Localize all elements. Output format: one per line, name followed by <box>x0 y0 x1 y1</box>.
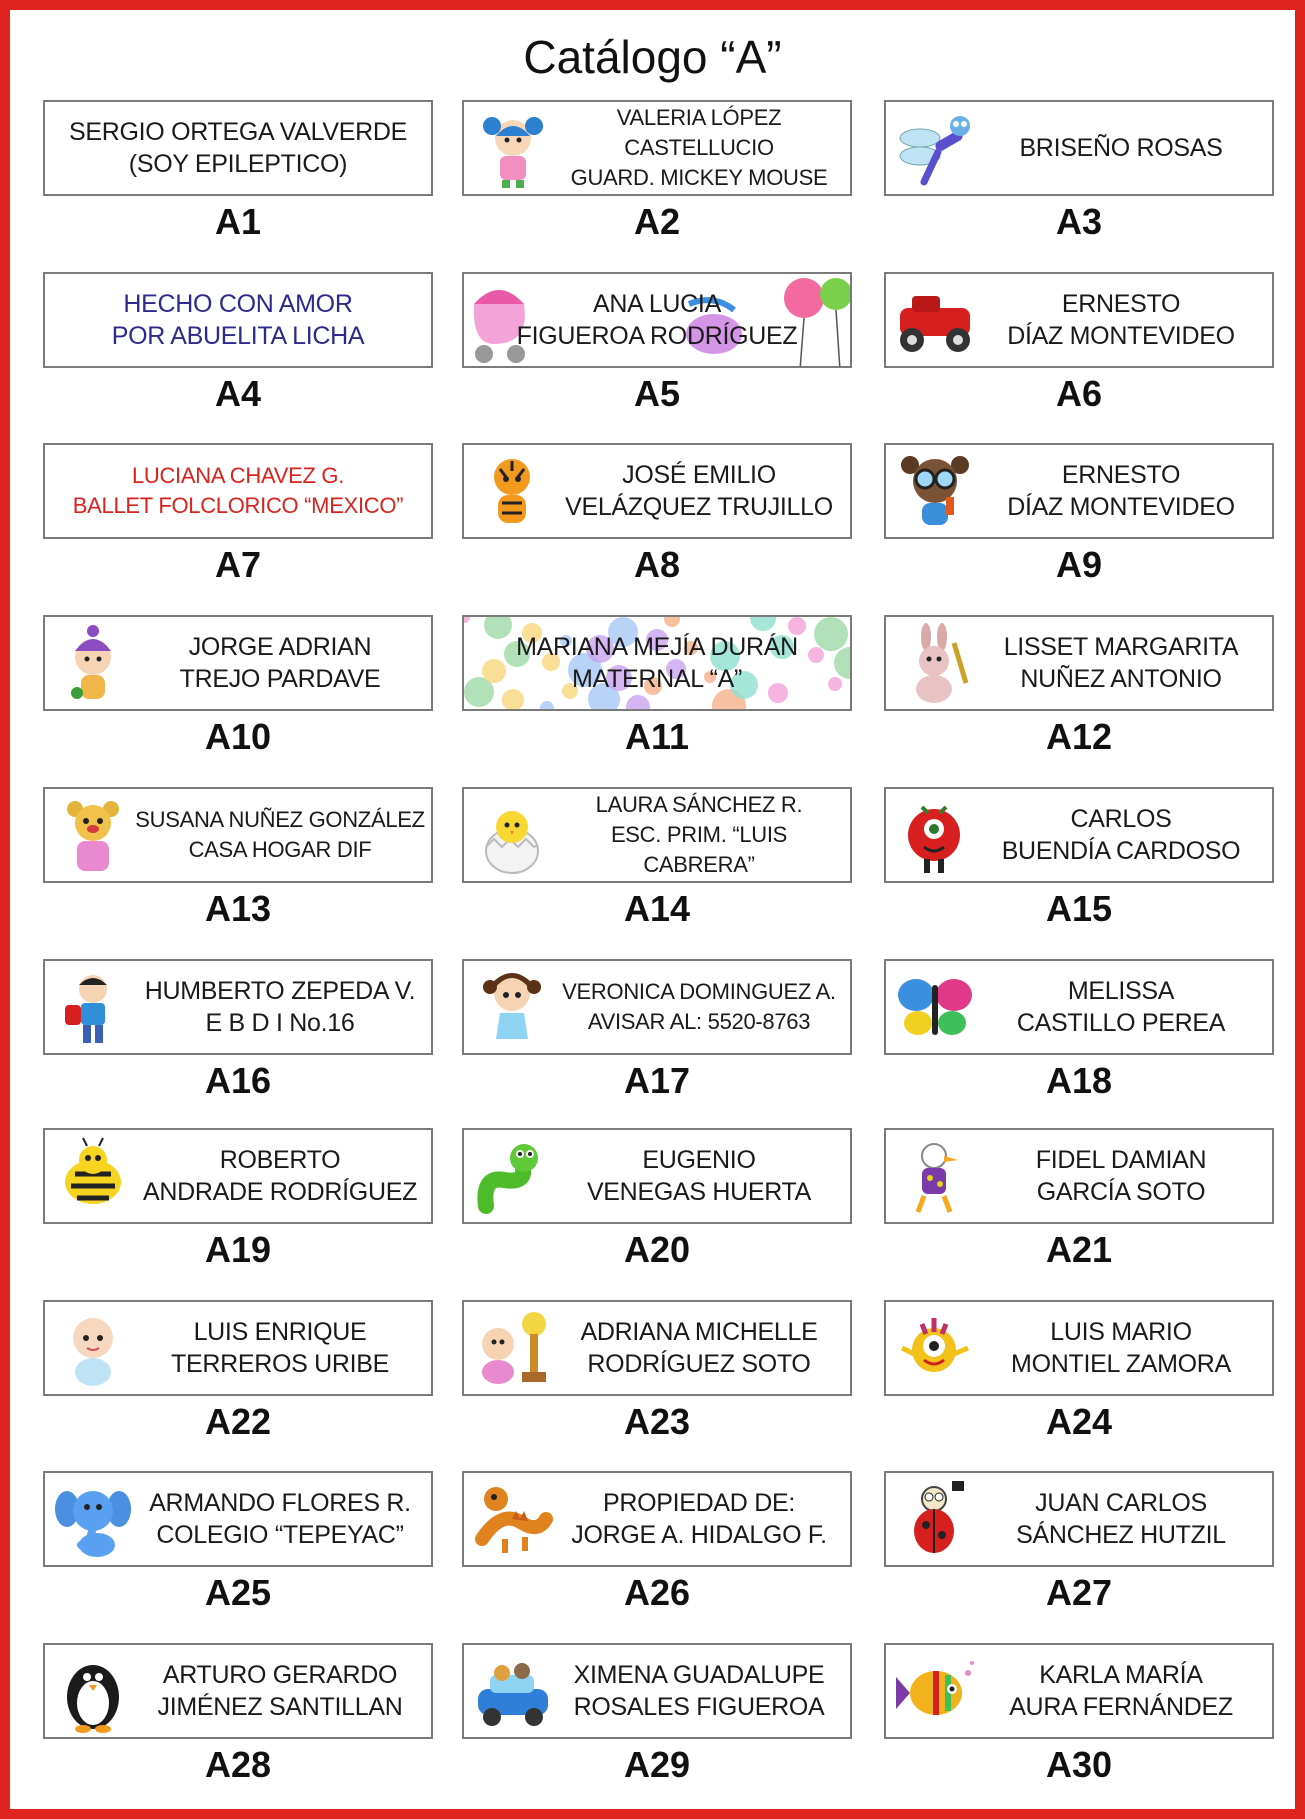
label-line: KARLA MARÍA <box>1039 1661 1203 1689</box>
name-label-preview <box>462 272 852 368</box>
name-label-preview <box>43 443 433 539</box>
bee-icon <box>53 1136 135 1220</box>
label-line: HUMBERTO ZEPEDA V. <box>144 977 416 1005</box>
dinosaur-icon <box>472 1479 554 1563</box>
label-line: LUIS ENRIQUE <box>193 1318 367 1346</box>
label-line: ERNESTO <box>1061 290 1181 318</box>
butterfly-icon <box>894 967 976 1051</box>
label-text <box>554 445 844 537</box>
label-line: TREJO PARDAVE <box>179 665 381 693</box>
label-text <box>135 789 425 881</box>
name-label-preview <box>43 1300 433 1396</box>
label-text <box>976 961 1266 1053</box>
label-text <box>976 1302 1266 1394</box>
tomato-monster-icon <box>894 795 976 879</box>
label-text <box>51 102 425 194</box>
label-code: A14 <box>623 888 691 929</box>
chick-egg-icon <box>472 795 554 879</box>
label-code: A9 <box>1055 544 1103 585</box>
label-line: GARCÍA SOTO <box>1036 1178 1206 1206</box>
label-code: A18 <box>1045 1060 1113 1101</box>
name-label-preview <box>43 1643 433 1739</box>
label-line: VENEGAS HUERTA <box>586 1178 812 1206</box>
label-text <box>135 617 425 709</box>
girl-pigtails-icon <box>472 108 554 192</box>
label-line: JOSÉ EMILIO <box>622 461 776 489</box>
dragonfly-icon <box>894 108 976 192</box>
label-code: A29 <box>623 1744 691 1785</box>
label-text <box>554 1130 844 1222</box>
baby-icon <box>53 1308 135 1392</box>
name-label-preview <box>462 100 852 196</box>
label-line: CASA HOGAR DIF <box>188 837 372 862</box>
label-code: A1 <box>214 201 262 242</box>
name-label-preview <box>884 1128 1274 1224</box>
label-code: A7 <box>214 544 262 585</box>
name-label-preview <box>884 615 1274 711</box>
label-text <box>470 274 844 366</box>
label-line: AURA FERNÁNDEZ <box>1009 1693 1233 1721</box>
name-label-preview <box>462 959 852 1055</box>
label-line: BUENDÍA CARDOSO <box>1001 837 1241 865</box>
label-line: JIMÉNEZ SANTILLAN <box>157 1693 403 1721</box>
label-code: A30 <box>1045 1744 1113 1785</box>
label-text <box>976 1130 1266 1222</box>
name-label-preview <box>43 100 433 196</box>
label-line: ANA LUCIA <box>593 290 721 318</box>
label-code: A12 <box>1045 716 1113 757</box>
catalog-title: Catálogo “A” <box>523 31 782 83</box>
label-line: ADRIANA MICHELLE <box>580 1318 818 1346</box>
label-line: EUGENIO <box>642 1146 756 1174</box>
red-car-icon <box>894 280 976 364</box>
name-label-preview <box>884 443 1274 539</box>
name-label-preview <box>462 787 852 883</box>
label-code: A2 <box>633 201 681 242</box>
label-line: FIGUEROA RODRÍGUEZ <box>516 322 798 350</box>
label-code: A3 <box>1055 201 1103 242</box>
name-label-preview <box>884 100 1274 196</box>
label-text <box>554 102 844 194</box>
tiger-icon <box>472 451 554 535</box>
label-line: ANDRADE RODRÍGUEZ <box>142 1178 418 1206</box>
label-line: PROPIEDAD DE: <box>603 1489 795 1517</box>
label-code: A8 <box>633 544 681 585</box>
name-label-preview <box>43 272 433 368</box>
label-code: A22 <box>204 1401 272 1442</box>
label-line: CARLOS <box>1070 805 1172 833</box>
label-line: AVISAR AL: 5520-8763 <box>587 1009 811 1034</box>
label-text <box>976 445 1266 537</box>
penguin-icon <box>53 1651 135 1735</box>
car-animals-icon <box>472 1651 554 1735</box>
name-label-preview <box>43 1128 433 1224</box>
label-code: A17 <box>623 1060 691 1101</box>
label-text <box>135 1130 425 1222</box>
name-label-preview <box>462 1471 852 1567</box>
name-label-preview <box>884 959 1274 1055</box>
label-line: DÍAZ MONTEVIDEO <box>1007 493 1235 521</box>
duck-icon <box>894 1136 976 1220</box>
name-label-preview <box>462 1128 852 1224</box>
label-code: A19 <box>204 1229 272 1270</box>
label-line: JUAN CARLOS <box>1035 1489 1207 1517</box>
label-text <box>976 1645 1266 1737</box>
baby-cap-icon <box>53 623 135 707</box>
label-line: CASTILLO PEREA <box>1016 1009 1226 1037</box>
label-line: ROBERTO <box>219 1146 341 1174</box>
bear-goggles-icon <box>894 451 976 535</box>
bunny-icon <box>894 623 976 707</box>
label-line: ARMANDO FLORES R. <box>149 1489 411 1517</box>
label-code: A27 <box>1045 1572 1113 1613</box>
label-line: MELISSA <box>1067 977 1175 1005</box>
label-code: A26 <box>623 1572 691 1613</box>
label-text <box>554 1473 844 1565</box>
name-label-preview <box>43 959 433 1055</box>
label-text <box>554 1302 844 1394</box>
label-text <box>554 789 844 881</box>
name-label-preview <box>884 1300 1274 1396</box>
ladybug-icon <box>894 1479 976 1563</box>
name-label-preview <box>884 1643 1274 1739</box>
label-text <box>976 1473 1266 1565</box>
label-line: DÍAZ MONTEVIDEO <box>1007 322 1235 350</box>
label-code: A23 <box>623 1401 691 1442</box>
name-label-preview <box>43 787 433 883</box>
name-label-preview <box>43 1471 433 1567</box>
label-text <box>976 102 1266 194</box>
label-line: FIDEL DAMIAN <box>1035 1146 1207 1174</box>
name-label-preview <box>884 787 1274 883</box>
name-label-preview <box>462 1643 852 1739</box>
label-line: NUÑEZ ANTONIO <box>1020 665 1222 693</box>
label-code: A11 <box>624 716 690 757</box>
label-line: VELÁZQUEZ TRUJILLO <box>565 493 833 521</box>
label-line: MATERNAL “A” <box>571 665 743 693</box>
name-label-preview <box>462 615 852 711</box>
label-line: ROSALES FIGUEROA <box>573 1693 825 1721</box>
label-line: HECHO CON AMOR <box>123 290 353 318</box>
worm-icon <box>472 1136 554 1220</box>
label-line: E B D I No.16 <box>205 1009 355 1037</box>
label-text <box>135 1645 425 1737</box>
name-label-preview <box>884 272 1274 368</box>
name-label-preview <box>462 1300 852 1396</box>
label-line: (SOY EPILEPTICO) <box>128 150 348 178</box>
label-line: LUCIANA CHAVEZ G. <box>131 463 345 488</box>
label-text <box>554 1645 844 1737</box>
name-label-preview <box>884 1471 1274 1567</box>
girl-icon <box>472 967 554 1051</box>
label-text <box>554 961 844 1053</box>
label-code: A15 <box>1045 888 1113 929</box>
name-label-preview <box>462 443 852 539</box>
label-code: A24 <box>1045 1401 1113 1442</box>
label-code: A28 <box>204 1744 272 1785</box>
label-line: RODRÍGUEZ SOTO <box>587 1350 811 1378</box>
teddy-bear-icon <box>53 795 135 879</box>
label-text <box>976 274 1266 366</box>
label-text <box>135 1302 425 1394</box>
baby-lamp-icon <box>472 1308 554 1392</box>
label-line: ARTURO GERARDO <box>162 1661 398 1689</box>
label-line: LUIS MARIO <box>1050 1318 1192 1346</box>
label-line: ESC. PRIM. “LUIS CABRERA” <box>610 822 788 877</box>
label-code: A4 <box>214 373 262 414</box>
label-line: MARIANA MEJÍA DURÁN <box>516 633 798 661</box>
label-text <box>51 274 425 366</box>
label-text <box>976 617 1266 709</box>
boy-backpack-icon <box>53 967 135 1051</box>
label-line: POR ABUELITA LICHA <box>111 322 365 350</box>
label-line: LAURA SÁNCHEZ R. <box>595 792 803 817</box>
label-text <box>51 445 425 537</box>
label-line: SUSANA NUÑEZ GONZÁLEZ <box>135 807 425 832</box>
label-line: BALLET FOLCLORICO “MEXICO” <box>72 493 404 518</box>
label-text <box>135 1473 425 1565</box>
label-line: GUARD. MICKEY MOUSE <box>570 165 828 190</box>
label-line: VERONICA DOMINGUEZ A. <box>562 979 836 1004</box>
label-code: A13 <box>204 888 272 929</box>
label-line: ERNESTO <box>1061 461 1181 489</box>
elephant-icon <box>53 1479 135 1563</box>
label-code: A6 <box>1055 373 1103 414</box>
label-code: A10 <box>204 716 272 757</box>
one-eyed-monster-icon <box>894 1308 976 1392</box>
label-line: VALERIA LÓPEZ CASTELLUCIO <box>616 105 782 160</box>
label-line: COLEGIO “TEPEYAC” <box>156 1521 404 1549</box>
label-code: A16 <box>204 1060 272 1101</box>
label-line: SERGIO ORTEGA VALVERDE <box>69 118 407 146</box>
label-line: MONTIEL ZAMORA <box>1011 1350 1231 1378</box>
label-code: A5 <box>633 373 681 414</box>
label-line: JORGE ADRIAN <box>188 633 372 661</box>
fish-icon <box>894 1651 976 1735</box>
name-label-preview <box>43 615 433 711</box>
label-line: LISSET MARGARITA <box>1003 633 1239 661</box>
label-text <box>135 961 425 1053</box>
label-line: XIMENA GUADALUPE <box>573 1661 825 1689</box>
label-code: A21 <box>1045 1229 1113 1270</box>
label-line: BRISEÑO ROSAS <box>1019 134 1223 162</box>
label-code: A25 <box>204 1572 272 1613</box>
label-line: JORGE A. HIDALGO F. <box>571 1521 827 1549</box>
label-code: A20 <box>623 1229 691 1270</box>
label-text <box>976 789 1266 881</box>
label-line: TERREROS URIBE <box>170 1350 390 1378</box>
label-line: SÁNCHEZ HUTZIL <box>1016 1521 1226 1549</box>
label-text <box>470 617 844 709</box>
